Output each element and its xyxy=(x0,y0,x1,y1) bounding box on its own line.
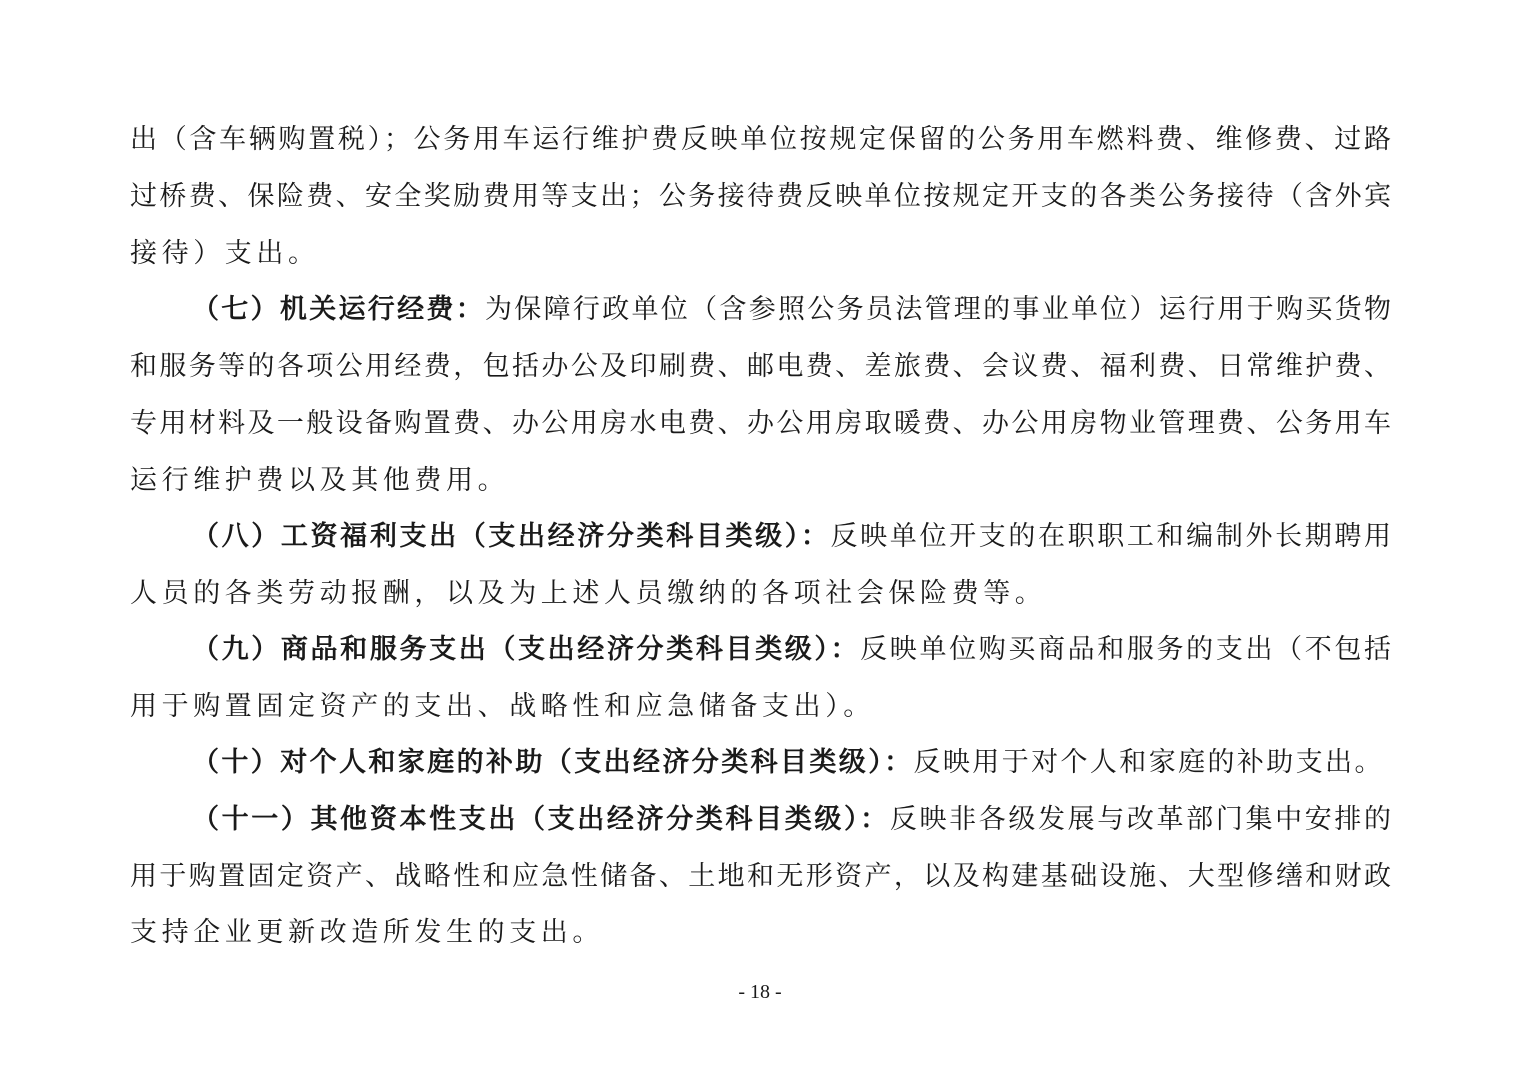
section-eight-first-line xyxy=(192,517,1392,557)
page-number: - 18 - xyxy=(738,981,782,1003)
paragraph-line: 支持企业更新改造所发生的支出。 xyxy=(130,917,604,948)
section-eleven-text: 反映非各级发展与改革部门集中安排的 xyxy=(889,804,1393,835)
section-nine-first-line xyxy=(192,630,1392,670)
section-eleven-heading: （十一）其他资本性支出（支出经济分类科目类级）： xyxy=(192,804,890,835)
paragraph-line: 过桥费、保险费、安全奖励费用等支出；公务接待费反映单位按规定开支的各类公务接待（含外宾 xyxy=(130,181,1392,212)
section-eleven-first-line xyxy=(192,800,1392,840)
section-ten-text: 反映用于对个人和家庭的补助支出。 xyxy=(913,747,1384,778)
paragraph-line: 接待）支出。 xyxy=(130,238,320,269)
section-ten-first-line xyxy=(192,743,1392,783)
section-nine-text: 反映单位购买商品和服务的支出（不包括 xyxy=(860,634,1393,665)
section-seven-text: 为保障行政单位（含参照公务员法管理的事业单位）运行用于购买货物 xyxy=(485,294,1392,325)
paragraph-line: 用于购置固定资产、战略性和应急性储备、土地和无形资产，以及构建基础设施、大型修缮和财政 xyxy=(130,861,1392,892)
paragraph-line: 人员的各类劳动报酬，以及为上述人员缴纳的各项社会保险费等。 xyxy=(130,578,1047,609)
section-eight-text: 反映单位开支的在职职工和编制外长期聘用 xyxy=(830,521,1393,552)
paragraph-line: 出（含车辆购置税）；公务用车运行维护费反映单位按规定保留的公务用车燃料费、维修费、过路 xyxy=(130,124,1392,155)
section-seven-first-line xyxy=(192,290,1392,330)
section-seven-heading: （七）机关运行经费： xyxy=(192,294,485,325)
paragraph-line: 用于购置固定资产的支出、战略性和应急储备支出）。 xyxy=(130,691,875,722)
section-eight-heading: （八）工资福利支出（支出经济分类科目类级）： xyxy=(192,521,831,552)
section-ten-heading: （十）对个人和家庭的补助（支出经济分类科目类级）： xyxy=(192,747,914,778)
paragraph-line: 运行维护费以及其他费用。 xyxy=(130,465,510,496)
paragraph-line: 和服务等的各项公用经费，包括办公及印刷费、邮电费、差旅费、会议费、福利费、日常维护费、 xyxy=(130,351,1392,382)
section-nine-heading: （九）商品和服务支出（支出经济分类科目类级）： xyxy=(192,634,861,665)
paragraph-line: 专用材料及一般设备购置费、办公用房水电费、办公用房取暖费、办公用房物业管理费、公务用车 xyxy=(130,408,1392,439)
